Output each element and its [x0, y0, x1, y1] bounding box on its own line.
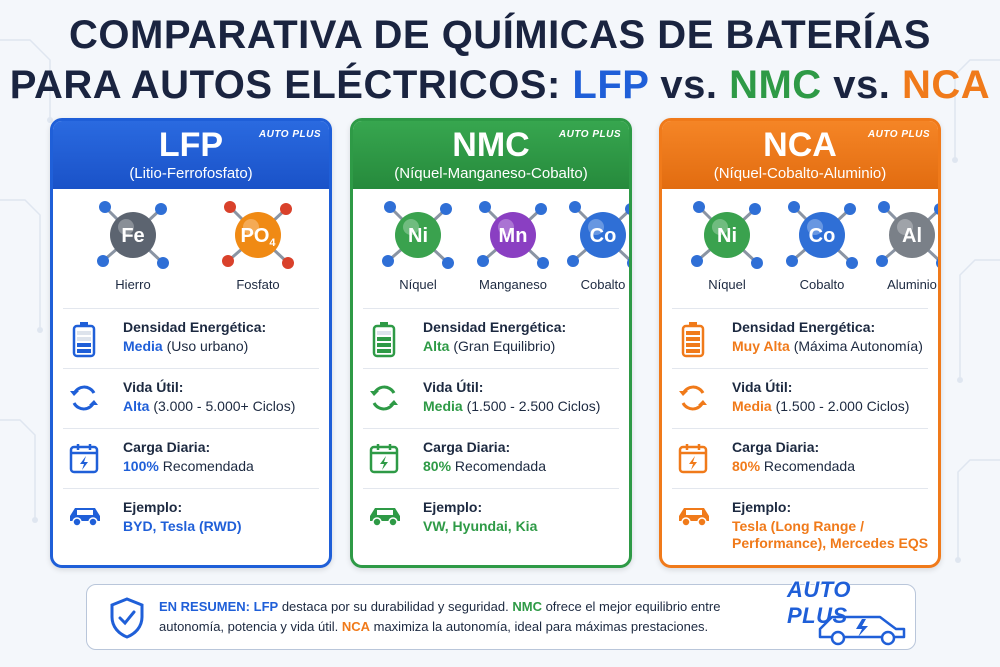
title-nca: NCA — [902, 63, 991, 107]
summary-nmc-text: ofrece el mejor equilibrio entre autonomía, potencia y vida útil. — [159, 599, 721, 634]
cycle-icon — [367, 381, 401, 415]
charge-label: Carga Diaria: — [423, 439, 511, 455]
charge-value — [123, 458, 323, 475]
card-header — [53, 121, 329, 189]
electric-car-icon — [812, 605, 912, 647]
life-label: Vida Útil: — [123, 379, 184, 395]
life-level: Media — [732, 398, 772, 414]
life-note: (1.500 - 2.000 Ciclos) — [775, 398, 910, 414]
charge-level: 100% — [123, 458, 159, 474]
life-row — [363, 369, 619, 429]
molecule-manganeso — [468, 195, 558, 292]
summary-nca-text: maximiza la autonomía, ideal para máximas prestaciones. — [370, 619, 709, 634]
molecule-mn-icon — [468, 195, 558, 275]
life-label: Vida Útil: — [732, 379, 793, 395]
density-value — [732, 338, 932, 355]
molecule-label: Hierro — [115, 277, 151, 292]
density-value — [423, 338, 623, 355]
example-label: Ejemplo: — [732, 499, 792, 515]
molecule-label: Cobalto — [799, 277, 845, 292]
density-row — [363, 309, 619, 369]
svg-text:Ni: Ni — [717, 225, 737, 247]
card-subtitle: (Níquel-Manganeso-Cobalto) — [394, 165, 588, 182]
summary-lfp: LFP — [253, 599, 279, 614]
example-row — [63, 489, 319, 549]
summary-text — [159, 597, 759, 637]
title-line-1: COMPARATIVA DE QUÍMICAS DE BATERÍAS — [69, 13, 931, 57]
card-name: NCA — [763, 126, 837, 164]
battery-icon — [367, 321, 401, 355]
life-label: Vida Útil: — [423, 379, 484, 395]
molecule-co-icon — [777, 195, 867, 275]
summary-heading: EN RESUMEN: — [159, 599, 251, 614]
charge-note: Recomendada — [454, 458, 546, 474]
example-label: Ejemplo: — [123, 499, 183, 515]
car-icon — [676, 501, 710, 535]
density-note: (Máxima Autonomía) — [793, 338, 923, 354]
life-note: (3.000 - 5.000+ Ciclos) — [153, 398, 296, 414]
calendar-charge-icon — [67, 441, 101, 475]
molecule-label: Níquel — [708, 277, 746, 292]
charge-note: Recomendada — [763, 458, 855, 474]
molecule-níquel — [373, 195, 463, 292]
card-lfp — [50, 118, 332, 568]
title-nmc: NMC — [729, 63, 822, 107]
molecule-label: Fosfato — [236, 277, 280, 292]
summary-box — [86, 577, 916, 650]
density-row — [672, 309, 928, 369]
molecule-cobalto — [777, 195, 867, 292]
title-prefix: PARA AUTOS ELÉCTRICOS: — [9, 63, 573, 107]
svg-text:PO4: $PO_4$ — [240, 225, 276, 249]
example-label: Ejemplo: — [423, 499, 483, 515]
cycle-icon — [67, 381, 101, 415]
charge-level: 80% — [732, 458, 761, 474]
life-row — [63, 369, 319, 429]
svg-text:Co: Co — [589, 225, 617, 247]
molecules-row — [363, 189, 626, 309]
life-level: Media — [423, 398, 463, 414]
brand-badge: AUTO PLUS — [867, 129, 930, 140]
example-row — [672, 489, 928, 549]
life-level: Alta — [123, 398, 150, 414]
density-level: Muy Alta — [732, 338, 790, 354]
molecule-al-icon — [867, 195, 941, 275]
example-value: Tesla (Long Range / Performance), Mercedes EQS — [732, 518, 929, 551]
molecule-po4-icon — [213, 195, 303, 275]
card-name: NMC — [452, 126, 530, 164]
molecule-aluminio — [867, 195, 941, 292]
density-label: Densidad Energética: — [123, 319, 267, 335]
charge-level: 80% — [423, 458, 452, 474]
example-value: BYD, Tesla (RWD) — [123, 518, 242, 534]
svg-text:Al: Al — [902, 225, 922, 247]
molecule-label: Aluminio — [887, 277, 937, 292]
charge-value — [423, 458, 623, 475]
card-subtitle: (Litio-Ferrofosfato) — [129, 165, 253, 182]
life-row — [672, 369, 928, 429]
card-header — [353, 121, 629, 189]
summary-lfp-text: destaca por su durabilidad y seguridad. — [278, 599, 513, 614]
title-line-2 — [0, 60, 1000, 110]
title-lfp: LFP — [572, 63, 649, 107]
charge-value — [732, 458, 932, 475]
card-header — [662, 121, 938, 189]
life-value — [732, 398, 932, 415]
charge-note: Recomendada — [162, 458, 254, 474]
brand-badge: AUTO PLUS — [558, 129, 621, 140]
svg-text:Co: Co — [808, 225, 836, 247]
summary-nca: NCA — [341, 619, 371, 634]
charge-row — [672, 429, 928, 489]
molecules-row — [63, 189, 319, 309]
calendar-charge-icon — [367, 441, 401, 475]
molecule-label: Manganeso — [479, 277, 547, 292]
molecule-ni-icon — [373, 195, 463, 275]
title-vs-2: vs. — [821, 63, 903, 107]
molecule-níquel — [682, 195, 772, 292]
example-row — [363, 489, 619, 549]
svg-text:Ni: Ni — [408, 225, 428, 247]
life-note: (1.500 - 2.500 Ciclos) — [466, 398, 601, 414]
title-vs-1: vs. — [648, 63, 730, 107]
density-note: (Uso urbano) — [166, 338, 249, 354]
car-icon — [67, 501, 101, 535]
charge-row — [363, 429, 619, 489]
calendar-charge-icon — [676, 441, 710, 475]
page-title — [0, 10, 1000, 110]
density-note: (Gran Equilibrio) — [453, 338, 556, 354]
svg-text:Mn: Mn — [498, 225, 528, 247]
density-label: Densidad Energética: — [732, 319, 876, 335]
battery-icon — [67, 321, 101, 355]
density-level: Media — [123, 338, 163, 354]
charge-label: Carga Diaria: — [123, 439, 211, 455]
molecule-ni-icon — [682, 195, 772, 275]
density-label: Densidad Energética: — [423, 319, 567, 335]
cycle-icon — [676, 381, 710, 415]
density-value — [123, 338, 323, 355]
molecule-fe-icon — [88, 195, 178, 275]
charge-row — [63, 429, 319, 489]
molecule-fosfato — [213, 195, 303, 292]
life-value — [123, 398, 323, 415]
shield-check-icon — [109, 597, 145, 639]
example-value: VW, Hyundai, Kia — [423, 518, 538, 534]
charge-label: Carga Diaria: — [732, 439, 820, 455]
molecules-row — [672, 189, 937, 309]
molecule-cobalto — [558, 195, 632, 292]
car-icon — [367, 501, 401, 535]
card-nmc — [350, 118, 632, 568]
brand-logo: AUTO PLUS — [787, 577, 851, 628]
molecule-hierro — [88, 195, 178, 292]
card-name: LFP — [158, 126, 224, 164]
molecule-label: Cobalto — [580, 277, 626, 292]
card-subtitle: (Níquel-Cobalto-Aluminio) — [713, 165, 887, 182]
summary-nmc: NMC — [512, 599, 542, 614]
molecule-co-icon — [558, 195, 632, 275]
life-value — [423, 398, 623, 415]
brand-badge: AUTO PLUS — [258, 129, 321, 140]
svg-text:Fe: Fe — [121, 225, 145, 247]
density-level: Alta — [423, 338, 450, 354]
card-nca — [659, 118, 941, 568]
molecule-label: Níquel — [399, 277, 437, 292]
density-row — [63, 309, 319, 369]
battery-icon — [676, 321, 710, 355]
